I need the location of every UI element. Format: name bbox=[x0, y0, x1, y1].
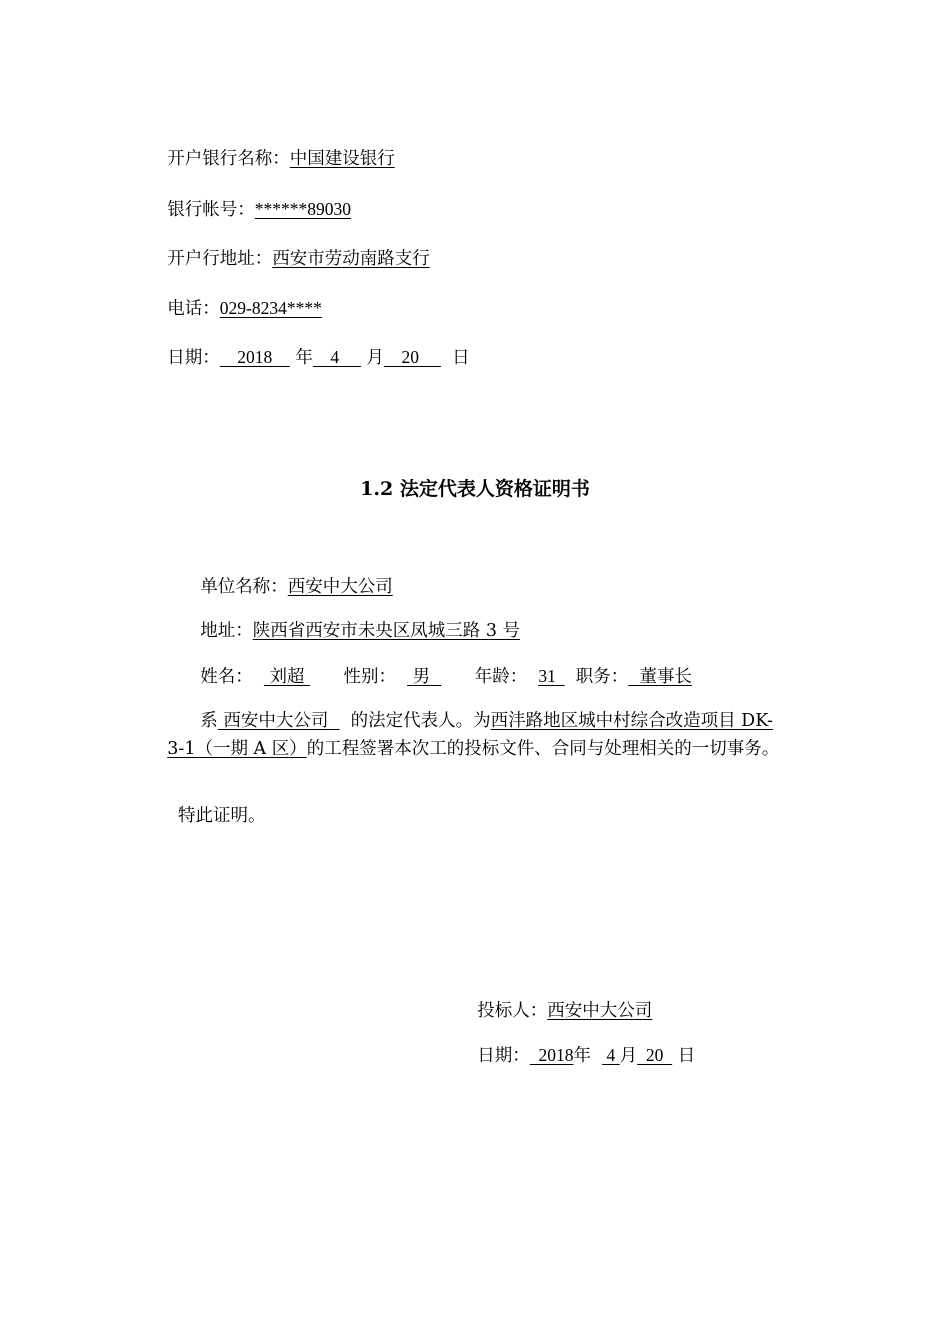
bank-date-year: 2018 bbox=[237, 347, 273, 367]
account-value: ******89030 bbox=[254, 199, 352, 219]
phone-label: 电话： bbox=[167, 299, 220, 319]
bank-name-label: 开户银行名称： bbox=[167, 149, 290, 169]
account-label: 银行帐号： bbox=[167, 200, 255, 220]
body-prefix: 系 bbox=[200, 711, 218, 731]
age-value: 31 bbox=[538, 666, 556, 686]
position-value: 董事长 bbox=[639, 667, 692, 687]
signature-date-year-unit: 年 bbox=[573, 1046, 592, 1066]
signature-date-day-unit: 日 bbox=[677, 1046, 696, 1066]
bank-name-value: 中国建设银行 bbox=[289, 149, 395, 169]
bidder-label: 投标人： bbox=[477, 1001, 548, 1021]
phone-value: 029-8234**** bbox=[219, 298, 322, 318]
body-project-part2: 3-1（一期 A 区） bbox=[167, 739, 307, 759]
address-label: 地址： bbox=[200, 621, 253, 641]
certificate-title: 1.2 法定代表人资格证明书 bbox=[360, 478, 590, 500]
bank-date-label: 日期： bbox=[167, 348, 220, 368]
gender-label: 性别： bbox=[343, 667, 396, 687]
position-label: 职务： bbox=[575, 667, 629, 687]
signature-date-year: 2018 bbox=[538, 1045, 574, 1065]
name-value: 刘超 bbox=[269, 667, 305, 687]
bank-date-row bbox=[145, 324, 470, 391]
body-mid: 的法定代表人。为 bbox=[350, 711, 491, 731]
name-label: 姓名： bbox=[200, 667, 253, 687]
unit-label: 单位名称： bbox=[200, 577, 288, 597]
bank-date-day: 20 bbox=[401, 347, 420, 367]
age-label: 年龄： bbox=[474, 667, 528, 687]
body-company: 西安中大公司 bbox=[223, 711, 329, 731]
signature-date-month: 4 bbox=[606, 1045, 616, 1065]
gender-value: 男 bbox=[412, 667, 431, 687]
address-value: 陕西省西安市未央区凤城三路 3 号 bbox=[252, 621, 521, 641]
bank-date-year-unit: 年 bbox=[295, 348, 313, 368]
bank-address-label: 开户行地址： bbox=[167, 249, 273, 269]
signature-date-day: 20 bbox=[645, 1045, 664, 1065]
bank-date-month-unit: 月 bbox=[366, 348, 385, 368]
signature-date-row bbox=[455, 1022, 695, 1089]
body-project-part1: 西沣路地区城中村综合改造项目 DK- bbox=[490, 711, 773, 731]
closing-text: 特此证明。 bbox=[178, 806, 266, 826]
bank-date-month: 4 bbox=[330, 347, 340, 367]
body-suffix: 的工程签署本次工的投标文件、合同与处理相关的一切事务。 bbox=[306, 739, 780, 759]
signature-date-month-unit: 月 bbox=[619, 1046, 638, 1066]
body-line-2 bbox=[145, 716, 779, 782]
bank-address-value: 西安市劳动南路支行 bbox=[272, 249, 430, 269]
unit-value: 西安中大公司 bbox=[287, 577, 393, 597]
bank-date-day-unit: 日 bbox=[452, 348, 470, 368]
bidder-value: 西安中大公司 bbox=[547, 1001, 653, 1021]
signature-date-label: 日期： bbox=[477, 1046, 530, 1066]
